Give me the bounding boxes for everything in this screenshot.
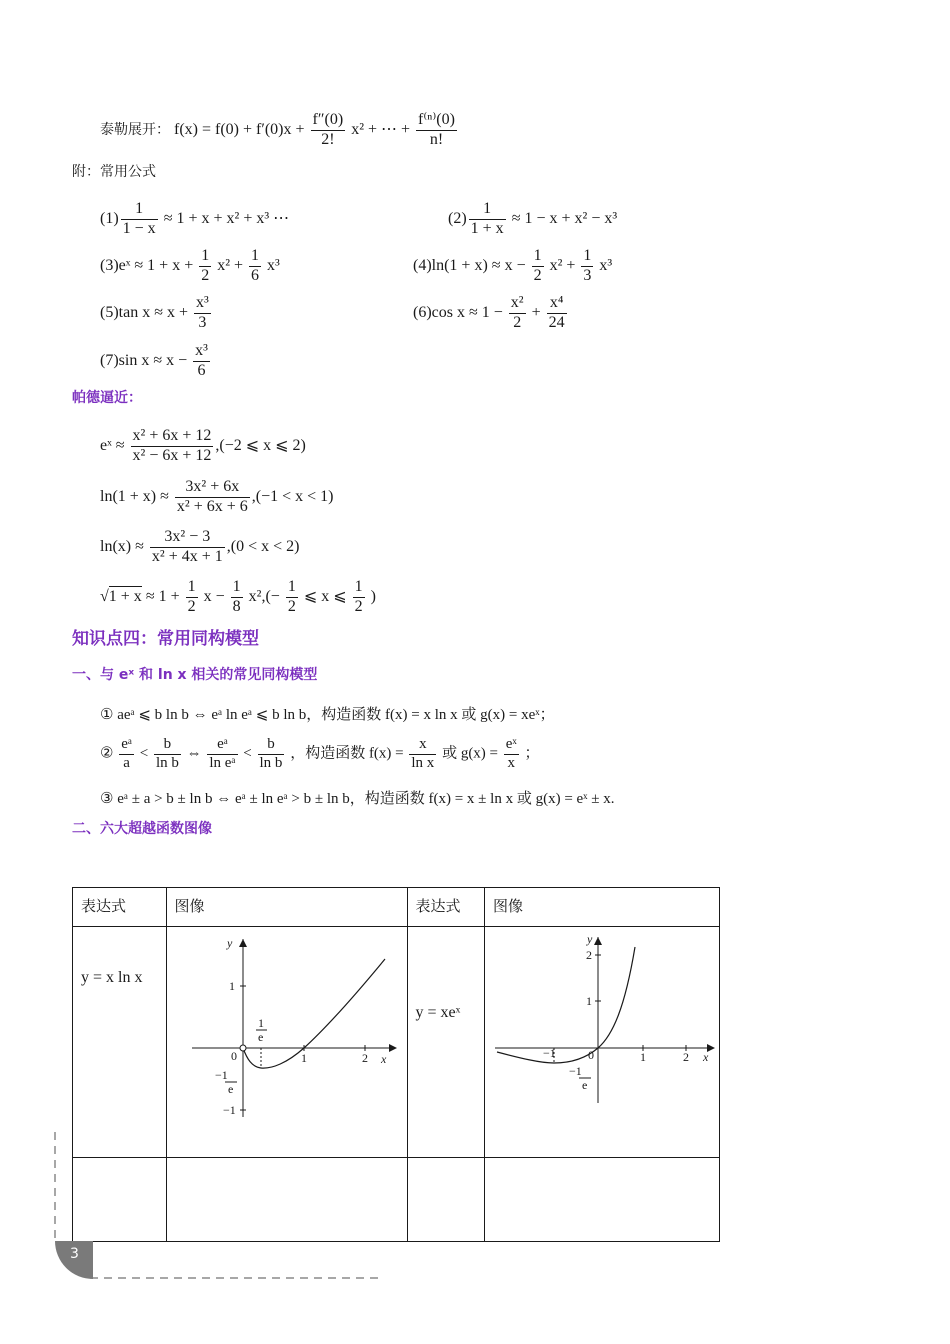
formula-6: (6)cos x ≈ 1 − $\frac{\text{x²}}{2}$ + $\frac{\text{x⁴}}{24}$ bbox=[413, 294, 565, 331]
y-axis-arrow-icon bbox=[594, 937, 602, 945]
page-corner-decoration bbox=[0, 1120, 400, 1290]
neg-inv-e-num: −1 bbox=[214, 1068, 228, 1082]
y-label: y bbox=[226, 936, 232, 950]
formula-4: (4)ln(1 + x) ≈ x − $\frac{1}{2}$ x² + $\frac{1}{3}$ x³ bbox=[413, 247, 613, 284]
pade-row-ln1x: ln(1 + x) ≈ $\frac{\text{3x² + 6x}}{\text{x² + 6x + 6}}$ ,(−1 < x < 1) bbox=[100, 478, 334, 515]
pade-row-lnx: ln(x) ≈ $\frac{\text{3x² − 3}}{\text{x² + 4x + 1}}$ ,(0 < x < 2) bbox=[100, 528, 300, 565]
pade-row-sqrt: √1 + x ≈ 1 + $\frac{1}{2}$ x − $\frac{1}{8}$ x²,(− $\frac{1}{2}$ ⩽ x ⩽ $\frac{1}{2}$ ) bbox=[100, 578, 376, 615]
taylor-formula bbox=[100, 112, 459, 149]
model-2: ② $\frac{\text{eᵃ}}{a}$ < $\frac{b}{\text{ln b}}$ ⇔ $\frac{\text{eᵃ}}{\text{ln eᵃ}}$ < $\frac{b}{\text{ln b}}$ ，构造函数 f(x) = $\frac{x}{\text{ln x}}$ 或 g(x) = $\frac{\text{eˣ}}{x}$ ； bbox=[100, 736, 540, 771]
y-axis-arrow-icon bbox=[239, 939, 247, 947]
x-label: x bbox=[380, 1052, 386, 1066]
formula-2: (2) $\frac{1}{1 + x}$ ≈ 1 − x + x² − x³ bbox=[448, 200, 618, 237]
page-number: 3 bbox=[70, 1246, 79, 1262]
formula-1: (1) $\frac{1}{1 - x}$ ≈ 1 + x + x² + x³ ⋯ bbox=[100, 200, 290, 237]
x-label: x bbox=[702, 1050, 709, 1064]
taylor-lhs: f(x) = f(0) + f′(0)x + bbox=[174, 120, 305, 138]
tick-y-neg1: −1 bbox=[222, 1103, 236, 1117]
neg-inv-e-den: e bbox=[227, 1082, 233, 1096]
formula-5: (5)tan x ≈ x + $\frac{\text{x³}}{3}$ bbox=[100, 294, 209, 331]
appendix-label: 附：常用公式 bbox=[72, 164, 156, 180]
header-expression-left: 表达式 bbox=[73, 888, 167, 927]
neg-inv-e-den: e bbox=[581, 1078, 588, 1092]
pade-row-exp: eˣ ≈ $\frac{\text{x² + 6x + 12}}{\text{x² − 6x + 12}}$ ,(−2 ⩽ x ⩽ 2) bbox=[100, 427, 306, 464]
tick-x-neg1: −1 bbox=[542, 1046, 556, 1060]
graph-cell-xex bbox=[484, 927, 719, 1158]
model-3: ③ eᵃ ± a > b ± ln b ⇔ eᵃ ± ln eᵃ > b ± ln b，构造函数 f(x) = x ± ln x 或 g(x) = eˣ ± x. bbox=[100, 791, 615, 807]
tick-x-2: 2 bbox=[682, 1050, 689, 1064]
model-1: ① aeᵃ ⩽ b ln b ⇔ eᵃ ln eᵃ ⩽ b ln b，构造函数 f(x) = x ln x 或 g(x) = xeˣ； bbox=[100, 707, 555, 723]
table-header-row bbox=[73, 888, 720, 927]
formula-3: (3)eˣ ≈ 1 + x + $\frac{1}{2}$ x² + $\frac{1}{6}$ x³ bbox=[100, 247, 280, 284]
tick-y-1: 1 bbox=[585, 994, 592, 1008]
header-graph-left: 图像 bbox=[166, 888, 407, 927]
curve-xex bbox=[497, 947, 635, 1063]
x-axis-arrow-icon bbox=[389, 1044, 397, 1052]
neg-inv-e-num: −1 bbox=[568, 1064, 582, 1078]
tick-x-1: 1 bbox=[300, 1051, 307, 1065]
header-graph-right: 图像 bbox=[484, 888, 719, 927]
tick-y-1: 1 bbox=[228, 979, 235, 993]
tick-y-2: 2 bbox=[585, 948, 592, 962]
section4-sub2-title: 二、六大超越函数图像 bbox=[72, 821, 212, 837]
tick-x-2: 2 bbox=[361, 1051, 368, 1065]
expr-xex: y = xeˣ bbox=[415, 1004, 461, 1021]
taylor-frac1: $\frac{f''(0)}{2!}$ bbox=[312, 111, 344, 148]
pade-title: 帕德逼近： bbox=[72, 390, 142, 406]
header-expression-right: 表达式 bbox=[407, 888, 484, 927]
tick-x-1: 1 bbox=[639, 1050, 646, 1064]
tick-zero: 0 bbox=[587, 1048, 594, 1062]
y-label: y bbox=[586, 932, 593, 946]
graph-xex bbox=[485, 927, 719, 1155]
inv-e-den: e bbox=[257, 1030, 263, 1044]
tick-zero: 0 bbox=[230, 1049, 237, 1063]
section4-sub1-title: 一、与 eˣ 和 ln x 相关的常见同构模型 bbox=[72, 667, 318, 683]
taylor-mid: x² + ⋯ + bbox=[351, 120, 411, 138]
taylor-label: 泰勒展开： bbox=[100, 121, 170, 138]
taylor-frac2: $\frac{\text{f⁽ⁿ⁾(0)}}{n!}$ bbox=[418, 111, 455, 148]
empty-cell bbox=[407, 1158, 484, 1242]
origin-open-dot bbox=[240, 1045, 246, 1051]
inv-e-num: 1 bbox=[257, 1016, 264, 1030]
expr-xlnx: y = x ln x bbox=[81, 969, 143, 986]
formula-7: (7)sin x ≈ x − $\frac{\text{x³}}{6}$ bbox=[100, 342, 208, 379]
expr-cell-xex bbox=[407, 927, 484, 1158]
empty-cell bbox=[484, 1158, 719, 1242]
section4-title: 知识点四：常用同构模型 bbox=[72, 629, 259, 649]
